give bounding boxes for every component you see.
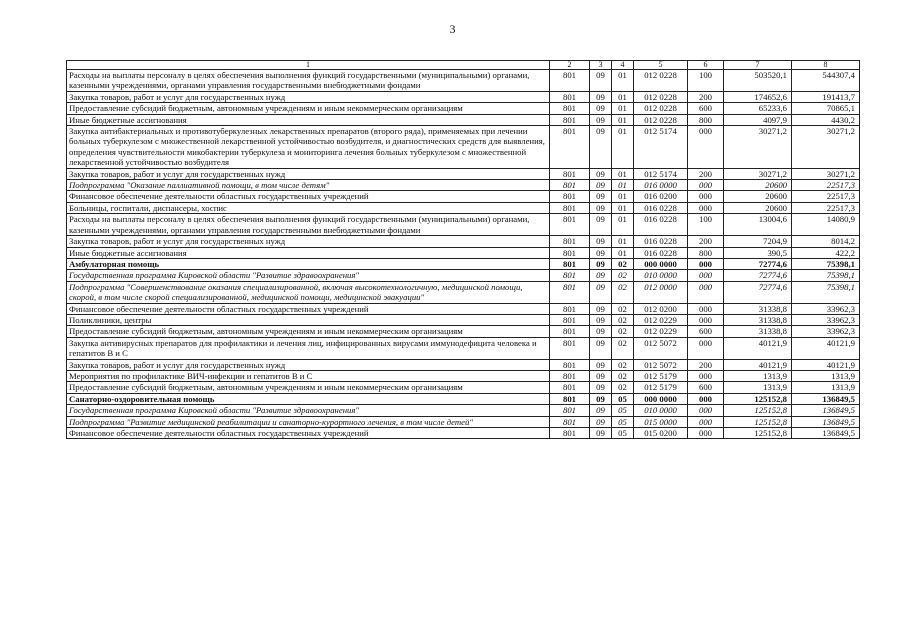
table-row xyxy=(67,168,860,179)
row-name: Иные бюджетные ассигнования xyxy=(67,247,550,258)
section-code: 09 xyxy=(590,337,612,359)
grbs-code: 801 xyxy=(550,180,590,191)
amount-year-2: 75398,1 xyxy=(792,258,860,269)
target-article-code: 012 0228 xyxy=(634,91,688,102)
section-code: 09 xyxy=(590,416,612,427)
section-code: 09 xyxy=(590,91,612,102)
expense-type-code: 600 xyxy=(688,382,724,393)
table-row xyxy=(67,103,860,114)
target-article-code: 012 5174 xyxy=(634,168,688,179)
amount-year-2: 544307,4 xyxy=(792,70,860,92)
amount-year-2: 22517,3 xyxy=(792,180,860,191)
expense-type-code: 800 xyxy=(688,114,724,125)
expense-type-code: 600 xyxy=(688,326,724,337)
row-name: Поликлиники, центры xyxy=(67,314,550,325)
target-article-code: 000 0000 xyxy=(634,393,688,404)
amount-year-2: 75398,1 xyxy=(792,270,860,281)
target-article-code: 012 5072 xyxy=(634,359,688,370)
expense-type-code: 200 xyxy=(688,168,724,179)
target-article-code: 012 0000 xyxy=(634,281,688,303)
header-cell: 7 xyxy=(724,61,792,70)
grbs-code: 801 xyxy=(550,103,590,114)
amount-year-1: 503520,1 xyxy=(724,70,792,92)
subsection-code: 02 xyxy=(612,258,634,269)
row-name: Предоставление субсидий бюджетным, автономным учреждениям и иным некоммерческим организациям xyxy=(67,326,550,337)
amount-year-1: 390,5 xyxy=(724,247,792,258)
target-article-code: 012 0200 xyxy=(634,303,688,314)
section-code: 09 xyxy=(590,270,612,281)
amount-year-2: 22517,3 xyxy=(792,202,860,213)
amount-year-2: 75398,1 xyxy=(792,281,860,303)
amount-year-2: 1313,9 xyxy=(792,370,860,381)
subsection-code: 01 xyxy=(612,214,634,236)
target-article-code: 016 0228 xyxy=(634,214,688,236)
target-article-code: 016 0000 xyxy=(634,180,688,191)
section-code: 09 xyxy=(590,70,612,92)
table-row xyxy=(67,416,860,427)
row-name: Расходы на выплаты персоналу в целях обеспечения выполнения функций государственными (муниципальными) органами, казенными учреждениями, органами управления государственными внебюджетными фондами xyxy=(67,70,550,92)
grbs-code: 801 xyxy=(550,114,590,125)
amount-year-2: 33962,3 xyxy=(792,314,860,325)
table-row xyxy=(67,247,860,258)
table-row xyxy=(67,359,860,370)
grbs-code: 801 xyxy=(550,393,590,404)
table-row xyxy=(67,126,860,169)
table-row xyxy=(67,236,860,247)
subsection-code: 01 xyxy=(612,168,634,179)
table-row xyxy=(67,270,860,281)
amount-year-1: 30271,2 xyxy=(724,168,792,179)
row-name: Иные бюджетные ассигнования xyxy=(67,114,550,125)
amount-year-2: 422,2 xyxy=(792,247,860,258)
row-name: Финансовое обеспечение деятельности областных государственных учреждений xyxy=(67,303,550,314)
row-name: Закупка товаров, работ и услуг для государственных нужд xyxy=(67,168,550,179)
grbs-code: 801 xyxy=(550,247,590,258)
table-row xyxy=(67,191,860,202)
row-name: Закупка товаров, работ и услуг для государственных нужд xyxy=(67,91,550,102)
table-row xyxy=(67,428,860,439)
amount-year-1: 40121,9 xyxy=(724,337,792,359)
row-name: Закупка товаров, работ и услуг для государственных нужд xyxy=(67,359,550,370)
section-code: 09 xyxy=(590,214,612,236)
amount-year-1: 72774,6 xyxy=(724,281,792,303)
expense-type-code: 100 xyxy=(688,214,724,236)
grbs-code: 801 xyxy=(550,70,590,92)
amount-year-2: 136849,5 xyxy=(792,393,860,404)
subsection-code: 05 xyxy=(612,416,634,427)
target-article-code: 012 0228 xyxy=(634,114,688,125)
grbs-code: 801 xyxy=(550,214,590,236)
target-article-code: 016 0200 xyxy=(634,191,688,202)
row-name: Закупка антивирусных препаратов для профилактики и лечения лиц, инфицированных вирусами иммунодефицита человека и гепатитов В и С xyxy=(67,337,550,359)
table-row xyxy=(67,180,860,191)
grbs-code: 801 xyxy=(550,270,590,281)
grbs-code: 801 xyxy=(550,326,590,337)
amount-year-2: 136849,5 xyxy=(792,428,860,439)
table-row xyxy=(67,91,860,102)
table-row xyxy=(67,314,860,325)
grbs-code: 801 xyxy=(550,236,590,247)
amount-year-1: 20600 xyxy=(724,202,792,213)
target-article-code: 010 0000 xyxy=(634,405,688,416)
amount-year-2: 70865,1 xyxy=(792,103,860,114)
section-code: 09 xyxy=(590,202,612,213)
row-name: Закупка антибактериальных и противотуберкулезных лекарственных препаратов (второго ряда), применяемых при лечении больных туберкулезом с множественной лекарственной устойчивостью возбудителя, и диагностических средств для выявления, определения чувствительности микобактерии туберкулеза и мониторинга лечения больных туберкулезом с множественной лекарственной устойчивостью возбудителя xyxy=(67,126,550,169)
grbs-code: 801 xyxy=(550,191,590,202)
row-name: Подпрограмма "Развитие медицинской реабилитации и санаторно-курортного лечения, в том числе детей" xyxy=(67,416,550,427)
table-row xyxy=(67,337,860,359)
row-name: Предоставление субсидий бюджетным, автономным учреждениям и иным некоммерческим организациям xyxy=(67,382,550,393)
grbs-code: 801 xyxy=(550,126,590,169)
row-name: Государственная программа Кировской области "Развитие здравоохранения" xyxy=(67,405,550,416)
amount-year-1: 20600 xyxy=(724,180,792,191)
amount-year-1: 31338,8 xyxy=(724,303,792,314)
table-row xyxy=(67,303,860,314)
section-code: 09 xyxy=(590,428,612,439)
section-code: 09 xyxy=(590,191,612,202)
expense-type-code: 000 xyxy=(688,281,724,303)
section-code: 09 xyxy=(590,370,612,381)
amount-year-1: 4097,9 xyxy=(724,114,792,125)
grbs-code: 801 xyxy=(550,416,590,427)
header-cell: 5 xyxy=(634,61,688,70)
amount-year-1: 1313,9 xyxy=(724,382,792,393)
row-name: Финансовое обеспечение деятельности областных государственных учреждений xyxy=(67,428,550,439)
table-row xyxy=(67,214,860,236)
expense-type-code: 000 xyxy=(688,314,724,325)
grbs-code: 801 xyxy=(550,303,590,314)
row-name: Подпрограмма "Оказание паллиативной помощи, в том числе детям" xyxy=(67,180,550,191)
section-code: 09 xyxy=(590,303,612,314)
row-name: Закупка товаров, работ и услуг для государственных нужд xyxy=(67,236,550,247)
section-code: 09 xyxy=(590,281,612,303)
amount-year-2: 30271,2 xyxy=(792,168,860,179)
section-code: 09 xyxy=(590,393,612,404)
header-cell: 3 xyxy=(590,61,612,70)
target-article-code: 010 0000 xyxy=(634,270,688,281)
grbs-code: 801 xyxy=(550,258,590,269)
section-code: 09 xyxy=(590,180,612,191)
section-code: 09 xyxy=(590,314,612,325)
subsection-code: 01 xyxy=(612,70,634,92)
expense-type-code: 000 xyxy=(688,191,724,202)
section-code: 09 xyxy=(590,382,612,393)
table-row xyxy=(67,202,860,213)
row-name: Расходы на выплаты персоналу в целях обеспечения выполнения функций государственными (муниципальными) органами, казенными учреждениями, органами управления государственными внебюджетными фондами xyxy=(67,214,550,236)
section-code: 09 xyxy=(590,326,612,337)
row-name: Подпрограмма "Совершенствование оказания специализированной, включая высокотехнологичную, медицинской помощи, скорой, в том числе скорой специализированной, медицинской помощи, медицинской эвакуации" xyxy=(67,281,550,303)
subsection-code: 02 xyxy=(612,337,634,359)
expense-type-code: 200 xyxy=(688,91,724,102)
target-article-code: 012 5072 xyxy=(634,337,688,359)
target-article-code: 012 5174 xyxy=(634,126,688,169)
amount-year-2: 8014,2 xyxy=(792,236,860,247)
target-article-code: 015 0000 xyxy=(634,416,688,427)
subsection-code: 02 xyxy=(612,326,634,337)
expense-type-code: 000 xyxy=(688,126,724,169)
subsection-code: 02 xyxy=(612,359,634,370)
table-row xyxy=(67,393,860,404)
grbs-code: 801 xyxy=(550,359,590,370)
amount-year-2: 191413,7 xyxy=(792,91,860,102)
section-code: 09 xyxy=(590,247,612,258)
expense-type-code: 100 xyxy=(688,70,724,92)
amount-year-1: 20600 xyxy=(724,191,792,202)
subsection-code: 02 xyxy=(612,370,634,381)
amount-year-2: 4430,2 xyxy=(792,114,860,125)
amount-year-2: 22517,3 xyxy=(792,191,860,202)
amount-year-2: 33962,3 xyxy=(792,326,860,337)
budget-table xyxy=(66,60,860,439)
expense-type-code: 000 xyxy=(688,405,724,416)
subsection-code: 02 xyxy=(612,303,634,314)
target-article-code: 016 0228 xyxy=(634,236,688,247)
expense-type-code: 000 xyxy=(688,428,724,439)
subsection-code: 02 xyxy=(612,281,634,303)
row-name: Больницы, госпитали, диспансеры, хоспис xyxy=(67,202,550,213)
section-code: 09 xyxy=(590,359,612,370)
grbs-code: 801 xyxy=(550,281,590,303)
grbs-code: 801 xyxy=(550,168,590,179)
target-article-code: 012 5179 xyxy=(634,370,688,381)
table-row xyxy=(67,70,860,92)
subsection-code: 02 xyxy=(612,270,634,281)
subsection-code: 01 xyxy=(612,126,634,169)
table-row xyxy=(67,326,860,337)
subsection-code: 01 xyxy=(612,91,634,102)
row-name: Государственная программа Кировской области "Развитие здравоохранения" xyxy=(67,270,550,281)
grbs-code: 801 xyxy=(550,370,590,381)
amount-year-2: 40121,9 xyxy=(792,359,860,370)
amount-year-1: 1313,9 xyxy=(724,370,792,381)
row-name: Мероприятия по профилактике ВИЧ-инфекции и гепатитов В и С xyxy=(67,370,550,381)
amount-year-1: 31338,8 xyxy=(724,326,792,337)
subsection-code: 01 xyxy=(612,247,634,258)
subsection-code: 01 xyxy=(612,202,634,213)
section-code: 09 xyxy=(590,114,612,125)
expense-type-code: 200 xyxy=(688,359,724,370)
target-article-code: 012 0229 xyxy=(634,314,688,325)
amount-year-1: 13004,6 xyxy=(724,214,792,236)
table-row xyxy=(67,258,860,269)
amount-year-2: 14080,9 xyxy=(792,214,860,236)
grbs-code: 801 xyxy=(550,405,590,416)
expense-type-code: 000 xyxy=(688,303,724,314)
expense-type-code: 000 xyxy=(688,393,724,404)
table-row xyxy=(67,382,860,393)
expense-type-code: 600 xyxy=(688,103,724,114)
expense-type-code: 000 xyxy=(688,270,724,281)
amount-year-2: 136849,5 xyxy=(792,416,860,427)
amount-year-1: 125152,8 xyxy=(724,428,792,439)
amount-year-1: 65233,6 xyxy=(724,103,792,114)
expense-type-code: 200 xyxy=(688,236,724,247)
grbs-code: 801 xyxy=(550,91,590,102)
section-code: 09 xyxy=(590,405,612,416)
amount-year-2: 30271,2 xyxy=(792,126,860,169)
expense-type-code: 000 xyxy=(688,370,724,381)
amount-year-2: 136849,5 xyxy=(792,405,860,416)
subsection-code: 01 xyxy=(612,191,634,202)
expense-type-code: 000 xyxy=(688,416,724,427)
subsection-code: 02 xyxy=(612,382,634,393)
amount-year-2: 40121,9 xyxy=(792,337,860,359)
target-article-code: 012 0228 xyxy=(634,103,688,114)
expense-type-code: 000 xyxy=(688,180,724,191)
expense-type-code: 000 xyxy=(688,258,724,269)
target-article-code: 000 0000 xyxy=(634,258,688,269)
header-cell: 1 xyxy=(67,61,550,70)
subsection-code: 05 xyxy=(612,393,634,404)
header-cell: 2 xyxy=(550,61,590,70)
amount-year-2: 1313,9 xyxy=(792,382,860,393)
row-name: Санаторно-оздоровительная помощь xyxy=(67,393,550,404)
table-row xyxy=(67,370,860,381)
subsection-code: 05 xyxy=(612,405,634,416)
section-code: 09 xyxy=(590,103,612,114)
grbs-code: 801 xyxy=(550,202,590,213)
section-code: 09 xyxy=(590,236,612,247)
subsection-code: 05 xyxy=(612,428,634,439)
amount-year-1: 72774,6 xyxy=(724,270,792,281)
amount-year-2: 33962,3 xyxy=(792,303,860,314)
grbs-code: 801 xyxy=(550,337,590,359)
amount-year-1: 40121,9 xyxy=(724,359,792,370)
table-row xyxy=(67,405,860,416)
grbs-code: 801 xyxy=(550,428,590,439)
amount-year-1: 7204,9 xyxy=(724,236,792,247)
table-row xyxy=(67,114,860,125)
grbs-code: 801 xyxy=(550,314,590,325)
subsection-code: 01 xyxy=(612,236,634,247)
section-code: 09 xyxy=(590,168,612,179)
grbs-code: 801 xyxy=(550,382,590,393)
amount-year-1: 174652,6 xyxy=(724,91,792,102)
row-name: Амбулаторная помощь xyxy=(67,258,550,269)
row-name: Предоставление субсидий бюджетным, автономным учреждениям и иным некоммерческим организациям xyxy=(67,103,550,114)
section-code: 09 xyxy=(590,126,612,169)
target-article-code: 012 5179 xyxy=(634,382,688,393)
amount-year-1: 125152,8 xyxy=(724,393,792,404)
section-code: 09 xyxy=(590,258,612,269)
amount-year-1: 30271,2 xyxy=(724,126,792,169)
header-cell: 4 xyxy=(612,61,634,70)
header-row xyxy=(67,61,860,70)
amount-year-1: 125152,8 xyxy=(724,416,792,427)
target-article-code: 012 0228 xyxy=(634,70,688,92)
amount-year-1: 125152,8 xyxy=(724,405,792,416)
header-cell: 8 xyxy=(792,61,860,70)
amount-year-1: 72774,6 xyxy=(724,258,792,269)
subsection-code: 01 xyxy=(612,114,634,125)
subsection-code: 01 xyxy=(612,180,634,191)
expense-type-code: 000 xyxy=(688,337,724,359)
target-article-code: 016 0228 xyxy=(634,247,688,258)
subsection-code: 02 xyxy=(612,314,634,325)
target-article-code: 016 0228 xyxy=(634,202,688,213)
target-article-code: 012 0229 xyxy=(634,326,688,337)
page-number: 3 xyxy=(449,22,456,36)
header-cell: 6 xyxy=(688,61,724,70)
expense-type-code: 800 xyxy=(688,247,724,258)
table-row xyxy=(67,281,860,303)
expense-type-code: 000 xyxy=(688,202,724,213)
amount-year-1: 31338,8 xyxy=(724,314,792,325)
target-article-code: 015 0200 xyxy=(634,428,688,439)
row-name: Финансовое обеспечение деятельности областных государственных учреждений xyxy=(67,191,550,202)
subsection-code: 01 xyxy=(612,103,634,114)
